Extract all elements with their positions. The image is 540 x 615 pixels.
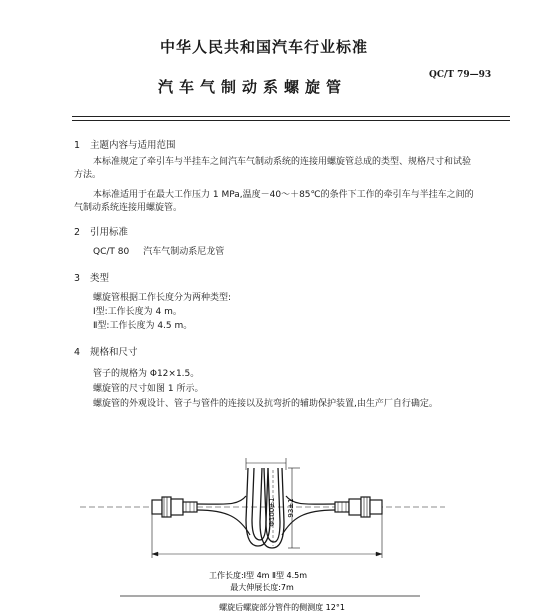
diameter-dimension-label: Φ100±1 <box>268 497 276 527</box>
paragraph-line: 本标准规定了牵引车与半挂车之间汽车气制动系统的连接用螺旋管总成的类型、规格尺寸和试验 <box>93 157 472 167</box>
coil-tube-figure <box>0 450 540 615</box>
paragraph-line: 螺旋管的外观设计、管子与管件的连接以及抗弯折的辅助保护装置,由生产厂自行确定。 <box>93 399 438 409</box>
left-tube-arm-lower <box>197 510 250 535</box>
reference-code: QC/T 80 <box>93 247 130 257</box>
section-number: 4 <box>74 347 81 358</box>
paragraph-line: 本标准适用于在最大工作压力 1 MPa,温度－40～＋85℃的条件下工作的牵引车与半挂车之间的 <box>93 190 474 200</box>
section-title: 规格和尺寸 <box>90 347 138 358</box>
standard-code: QC/T 79—93 <box>429 70 492 80</box>
caption-max-length: 最大伸展长度:7m <box>230 583 294 592</box>
caption-work-length: 工作长度:Ⅰ型 4m Ⅱ型 4.5m <box>208 571 308 580</box>
section-number: 1 <box>74 140 81 151</box>
section-4-heading <box>74 344 138 358</box>
paragraph-line: 气制动系统连接用螺旋管。 <box>74 203 183 213</box>
section-title: 主题内容与适用范围 <box>90 140 176 151</box>
height-dimension-label: 93±1 <box>287 498 295 518</box>
left-fitting <box>152 497 197 517</box>
paragraph-line: Ⅰ型:工作长度为 4 m。 <box>93 307 182 317</box>
document-title: 汽车气制动系螺旋管 <box>158 78 348 96</box>
section-2-heading <box>74 224 128 238</box>
section-1-heading <box>74 137 176 151</box>
caption-bottom: 螺旋后螺旋部分管件的侧测度 12°1 <box>219 603 345 612</box>
left-tube-arm-upper <box>197 496 246 504</box>
section-title: 引用标准 <box>90 227 129 238</box>
paragraph-line: Ⅱ型:工作长度为 4.5 m。 <box>93 321 193 331</box>
paragraph-line: 管子的规格为 Φ12×1.5。 <box>93 369 200 379</box>
reference-name: 汽车气制动系尼龙管 <box>143 247 225 257</box>
paragraph-line: 螺旋管根据工作长度分为两种类型: <box>93 293 232 303</box>
right-fitting <box>335 497 382 517</box>
header-rule-top <box>72 116 510 117</box>
paragraph-line: 方法。 <box>74 170 102 180</box>
section-number: 3 <box>74 273 81 284</box>
paragraph-line: 螺旋管的尺寸如图 1 所示。 <box>93 384 204 394</box>
section-3-heading <box>74 270 109 284</box>
reference-entry <box>93 246 224 259</box>
section-title: 类型 <box>90 273 110 284</box>
coil-loops <box>246 468 284 548</box>
issuing-organization: 中华人民共和国汽车行业标准 <box>160 38 369 56</box>
header-rule-bottom <box>72 120 510 121</box>
section-number: 2 <box>74 227 81 238</box>
